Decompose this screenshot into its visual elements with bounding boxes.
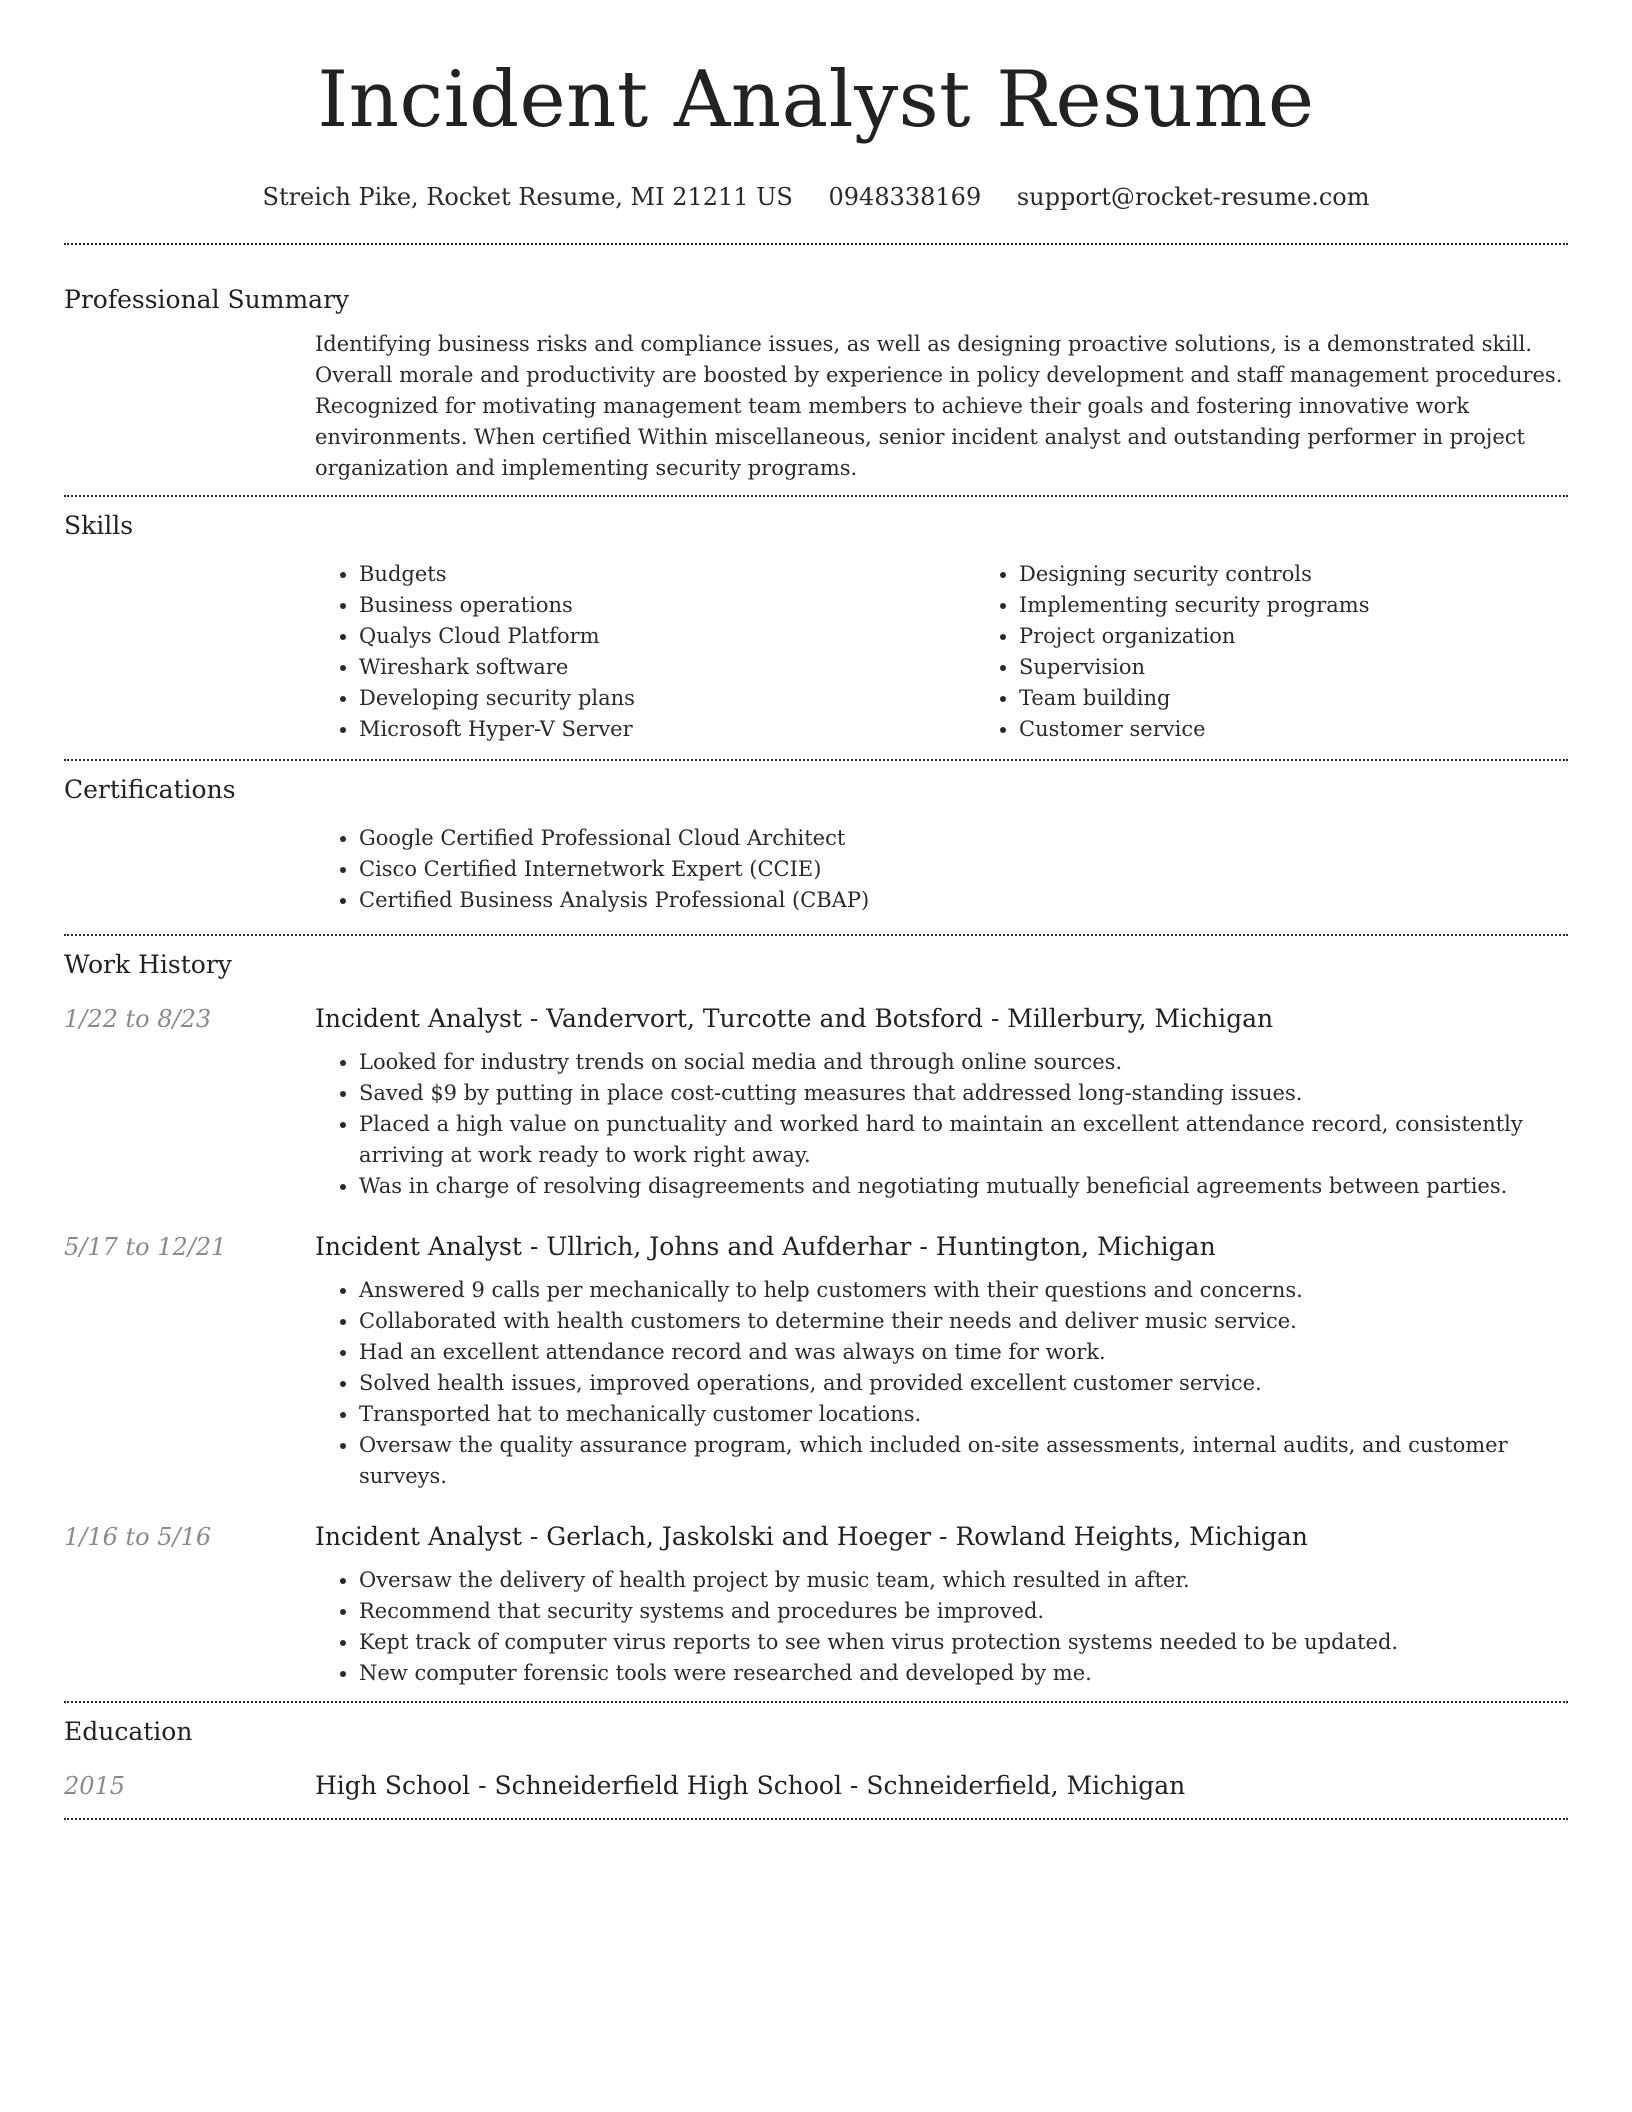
skill-item: • Implementing security programs [1019, 590, 1632, 621]
contact-address: Streich Pike, Rocket Resume, MI 21211 US [262, 183, 793, 211]
job-dates: 1/16 to 5/16 [64, 1523, 212, 1551]
job-bullet: • Recommend that security systems and procedures be improved. [359, 1596, 1568, 1627]
divider [64, 1818, 1568, 1820]
skill-item: • Designing security controls [1019, 559, 1632, 590]
job-entry [64, 1232, 1568, 1492]
skills-heading: Skills [64, 511, 134, 540]
skills-grid [315, 559, 1568, 745]
job-dates: 1/22 to 8/23 [64, 1005, 212, 1033]
summary-heading: Professional Summary [64, 285, 350, 314]
job-bullet: • New computer forensic tools were researched and developed by me. [359, 1658, 1568, 1689]
job-bullet: • Solved health issues, improved operations, and provided excellent customer service. [359, 1368, 1568, 1399]
work-heading: Work History [64, 950, 232, 979]
job-bullet: • Had an excellent attendance record and was always on time for work. [359, 1337, 1568, 1368]
education-heading: Education [64, 1717, 193, 1746]
skills-list-left [315, 559, 975, 745]
skill-item: • Customer service [1019, 714, 1632, 745]
skill-item: • Budgets [359, 559, 975, 590]
certifications-body [315, 823, 1568, 916]
job-title: Incident Analyst - Ullrich, Johns and Aufderhar - Huntington, Michigan [315, 1232, 1216, 1261]
divider [64, 934, 1568, 936]
job-title: Incident Analyst - Vandervort, Turcotte and Botsford - Millerbury, Michigan [315, 1004, 1274, 1033]
skill-item: • Project organization [1019, 621, 1632, 652]
certifications-heading: Certifications [64, 775, 236, 804]
contact-line [64, 182, 1568, 212]
divider [64, 495, 1568, 497]
skill-item: • Business operations [359, 590, 975, 621]
job-bullets [315, 1275, 1568, 1492]
job-bullets [315, 1047, 1568, 1202]
certifications-list [315, 823, 1568, 916]
job-body [315, 1047, 1568, 1202]
job-bullet: • Kept track of computer virus reports to see when virus protection systems needed to be updated. [359, 1627, 1568, 1658]
education-year: 2015 [64, 1772, 126, 1800]
job-bullet: • Collaborated with health customers to determine their needs and deliver music service. [359, 1306, 1568, 1337]
skill-item: • Developing security plans [359, 683, 975, 714]
certifications-section [64, 773, 1568, 916]
job-bullet: • Looked for industry trends on social media and through online sources. [359, 1047, 1568, 1078]
job-bullets [315, 1565, 1568, 1689]
work-section [64, 948, 1568, 1689]
skill-item: • Team building [1019, 683, 1632, 714]
education-entry [64, 1771, 1568, 1800]
education-section [64, 1715, 1568, 1800]
skill-item: • Microsoft Hyper-V Server [359, 714, 975, 745]
job-body [315, 1275, 1568, 1492]
job-bullet: • Oversaw the delivery of health project by music team, which resulted in after. [359, 1565, 1568, 1596]
job-bullet: • Transported hat to mechanically customer locations. [359, 1399, 1568, 1430]
job-entry [64, 1522, 1568, 1689]
job-bullet: • Was in charge of resolving disagreements and negotiating mutually beneficial agreements between parties. [359, 1171, 1568, 1202]
job-title: Incident Analyst - Gerlach, Jaskolski and Hoeger - Rowland Heights, Michigan [315, 1522, 1308, 1551]
certification-item: • Cisco Certified Internetwork Expert (CCIE) [359, 854, 1568, 885]
skill-item: • Qualys Cloud Platform [359, 621, 975, 652]
summary-text: Identifying business risks and compliance issues, as well as designing proactive solutions, is a demonstrated skill. Overall morale and productivity are boosted by experience in policy development and staff management procedures. Recognized for motivating management team members to achieve their goals and fostering innovative work environments. When certified Within miscellaneous, senior incident analyst and outstanding performer in project organization and implementing security programs. [315, 332, 1563, 480]
job-bullet: • Oversaw the quality assurance program, which included on-site assessments, internal audits, and customer surveys. [359, 1430, 1568, 1492]
job-bullet: • Answered 9 calls per mechanically to help customers with their questions and concerns. [359, 1275, 1568, 1306]
certification-item: • Google Certified Professional Cloud Architect [359, 823, 1568, 854]
skills-section [64, 509, 1568, 745]
job-header [64, 1522, 1568, 1551]
contact-phone: 0948338169 [828, 183, 982, 211]
job-bullet: • Placed a high value on punctuality and worked hard to maintain an excellent attendance record, consistently arriving at work ready to work right away. [359, 1109, 1568, 1171]
contact-email: support@rocket-resume.com [1016, 183, 1370, 211]
divider [64, 759, 1568, 761]
skill-item: • Wireshark software [359, 652, 975, 683]
job-dates: 5/17 to 12/21 [64, 1233, 227, 1261]
skills-list-right [975, 559, 1632, 745]
certification-item: • Certified Business Analysis Professional (CBAP) [359, 885, 1568, 916]
divider [64, 1701, 1568, 1703]
job-header [64, 1232, 1568, 1261]
skill-item: • Supervision [1019, 652, 1632, 683]
job-header [64, 1004, 1568, 1033]
job-entry [64, 1004, 1568, 1202]
resume-title: Incident Analyst Resume [317, 55, 1315, 145]
education-title: High School - Schneiderfield High School - Schneiderfield, Michigan [315, 1771, 1186, 1800]
job-bullet: • Saved $9 by putting in place cost-cutting measures that addressed long-standing issues. [359, 1078, 1568, 1109]
summary-section [64, 283, 1568, 484]
job-body [315, 1565, 1568, 1689]
divider [64, 243, 1568, 245]
